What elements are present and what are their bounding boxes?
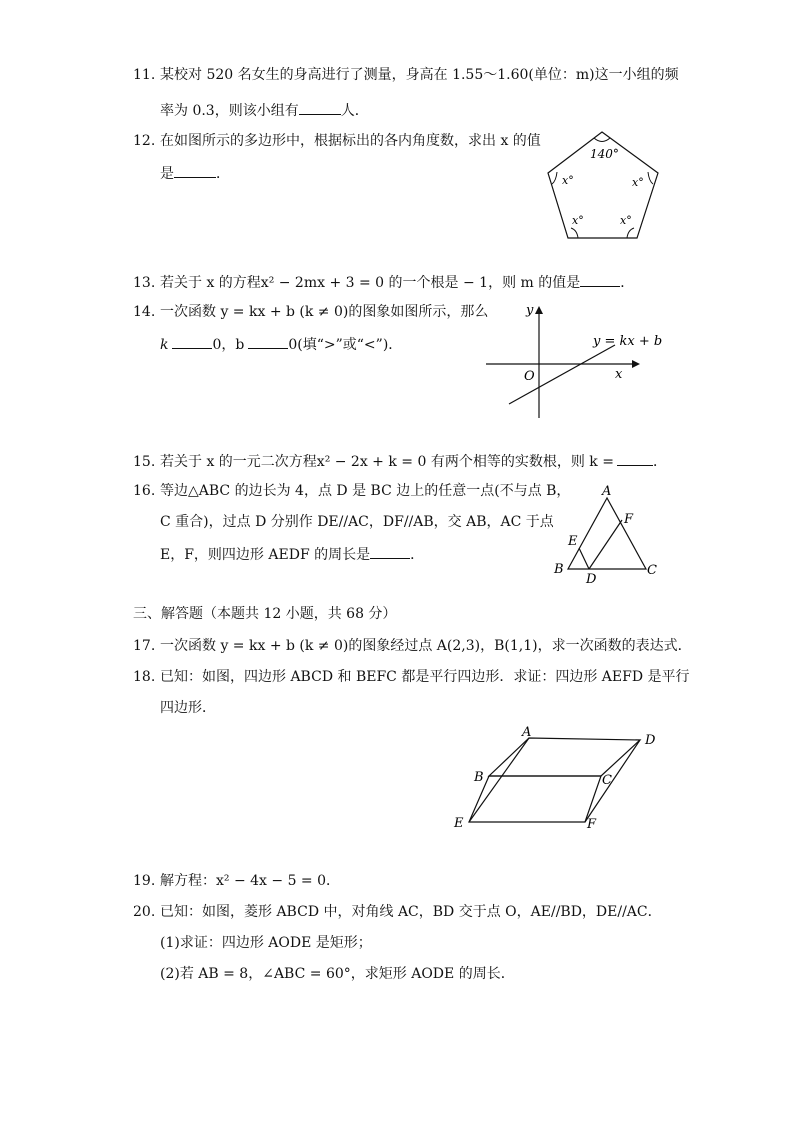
q17-line <box>133 637 692 655</box>
triangle-abc <box>568 498 646 569</box>
label-d: D <box>586 572 597 587</box>
y-axis-arrow <box>535 306 543 314</box>
q11-line2 <box>160 100 369 120</box>
label-c: C <box>602 773 612 788</box>
x-axis-arrow <box>632 360 640 368</box>
q16-answer-blank <box>370 544 410 559</box>
segment-de <box>579 548 589 569</box>
q15-text-a: 若关于 x 的一元二次方程x² − 2x + k = 0 有两个相等的实数根，则 k = <box>160 454 614 470</box>
q18-text-2: 四边形． <box>160 700 216 716</box>
q20-text-2: (1)求证：四边形 AODE 是矩形； <box>160 935 372 951</box>
parallelogram-befc <box>469 776 601 822</box>
q12-answer-blank <box>174 163 216 178</box>
angle-label-x-right: x° <box>632 176 644 189</box>
q14-text-b: 0，b <box>212 337 245 353</box>
label-f: F <box>587 817 597 832</box>
label-a: A <box>522 725 532 740</box>
label-b: B <box>474 770 484 785</box>
pentagon-figure <box>540 128 665 243</box>
angle-arc-bottom-left <box>571 228 578 238</box>
angle-label-x-bottom-left: x° <box>572 214 584 227</box>
q16-text-3b: ． <box>410 547 425 563</box>
angle-arc-bottom-right <box>627 228 634 238</box>
q18-line1 <box>133 668 690 686</box>
q16-text-3a: E，F，则四边形 AEDF 的周长是 <box>160 547 371 563</box>
q16-line1 <box>133 482 570 500</box>
q17-text: 一次函数 y = kx + b (k ≠ 0)的图象经过点 A(2,3)，B(1,1)，求一次函数的表达式． <box>160 638 692 654</box>
label-e: E <box>568 534 578 549</box>
q11-number: 11. <box>133 67 156 83</box>
q14-line2 <box>160 334 402 354</box>
q15-number: 15. <box>133 454 156 470</box>
q13-number: 13. <box>133 275 156 291</box>
origin-label: O <box>524 369 535 384</box>
q20-line1 <box>133 903 662 921</box>
function-label: y = kx + b <box>593 334 663 349</box>
label-f: F <box>624 512 634 527</box>
q14-text-k: k <box>160 337 169 353</box>
q14-text-1: 一次函数 y = kx + b (k ≠ 0)的图象如图所示，那么 <box>160 304 489 320</box>
q12-line1 <box>133 132 541 150</box>
q14-line1 <box>133 303 488 321</box>
q12-text-1: 在如图所示的多边形中，根据标出的各内角度数，求出 x 的值 <box>160 133 541 149</box>
q20-text-1: 已知：如图，菱形 ABCD 中，对角线 AC，BD 交于点 O，AE//BD，DE//AC． <box>160 904 662 920</box>
q19-text: 解方程：x² − 4x − 5 = 0． <box>160 873 341 889</box>
q20-line2 <box>160 934 372 952</box>
q11-text-1: 某校对 520 名女生的身高进行了测量，身高在 1.55～1.60(单位：m)这一小组的频 <box>160 67 679 83</box>
linear-function-graph <box>482 300 672 422</box>
q11-text-2a: 率为 0.3，则该小组有 <box>160 103 299 119</box>
q16-text-2: C 重合)，过点 D 分别作 DE//AC，DF//AB，交 AB，AC 于点 <box>160 514 554 530</box>
label-c: C <box>647 563 657 578</box>
label-e: E <box>454 816 464 831</box>
parallelogram-figure <box>450 722 670 832</box>
q19-number: 19. <box>133 873 156 889</box>
segment-df <box>589 520 622 569</box>
q14-number: 14. <box>133 304 156 320</box>
q13-text-b: ． <box>620 275 635 291</box>
q15-line <box>133 451 667 471</box>
section-3-heading: 三、解答题（本题共 12 小题，共 68 分） <box>133 606 397 622</box>
angle-label-x-left: x° <box>562 174 574 187</box>
q19-line <box>133 872 340 890</box>
q14-blank-k <box>172 334 212 349</box>
y-axis-label: y <box>526 303 534 318</box>
q11-text-2b: 人． <box>340 103 369 119</box>
q14-blank-b <box>248 334 288 349</box>
label-b: B <box>554 562 564 577</box>
q12-number: 12. <box>133 133 156 149</box>
q20-line3 <box>160 965 515 983</box>
q20-text-3: (2)若 AB = 8，∠ABC = 60°，求矩形 AODE 的周长． <box>160 966 515 982</box>
x-axis-label: x <box>615 367 623 382</box>
q13-line <box>133 272 634 292</box>
q16-number: 16. <box>133 483 156 499</box>
q18-line2 <box>160 699 216 717</box>
q12-text-2a: 是 <box>160 166 174 182</box>
q11-answer-blank <box>299 100 341 115</box>
q16-line2 <box>160 513 554 531</box>
q13-answer-blank <box>580 272 620 287</box>
q14-text-end: 0(填“>”或“<”)． <box>288 337 403 353</box>
q12-text-2b: ． <box>216 166 230 182</box>
angle-label-140: 140° <box>590 147 619 161</box>
q11-line1 <box>133 66 679 84</box>
parallelogram-abcd <box>489 738 640 776</box>
label-a: A <box>602 484 612 499</box>
angle-arc-right <box>648 172 653 184</box>
angle-label-x-bottom-right: x° <box>620 214 632 227</box>
q15-text-b: ． <box>652 454 667 470</box>
q16-line3 <box>160 544 424 564</box>
q18-number: 18. <box>133 669 156 685</box>
angle-arc-top <box>594 138 610 142</box>
label-d: D <box>645 733 656 748</box>
q16-text-1: 等边△ABC 的边长为 4，点 D 是 BC 边上的任意一点(不与点 B， <box>160 483 571 499</box>
q17-number: 17. <box>133 638 156 654</box>
q12-line2 <box>160 163 230 183</box>
q15-answer-blank <box>617 451 653 466</box>
q13-text-a: 若关于 x 的方程x² − 2mx + 3 = 0 的一个根是 − 1，则 m 的值是 <box>160 275 581 291</box>
q18-text-1: 已知：如图，四边形 ABCD 和 BEFC 都是平行四边形．求证：四边形 AEFD 是平行 <box>160 669 690 685</box>
angle-arc-left <box>552 172 557 184</box>
q20-number: 20. <box>133 904 156 920</box>
segment-df <box>585 740 640 822</box>
triangle-figure <box>550 482 665 587</box>
